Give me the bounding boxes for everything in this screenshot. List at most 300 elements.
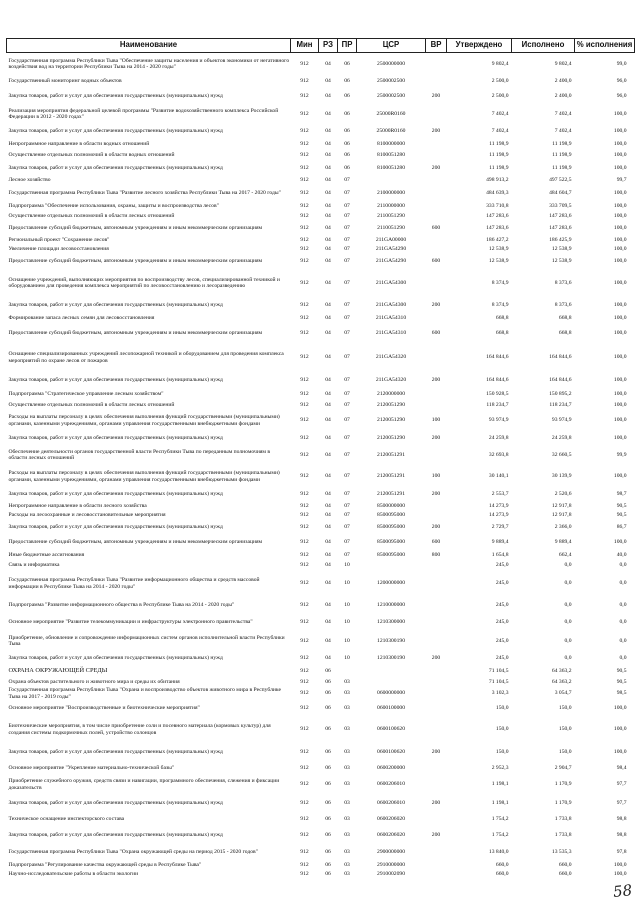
row-min: 912	[300, 391, 309, 398]
row-vr	[426, 343, 447, 373]
row-name: Оснащение учреждений, выполняющих мероприятия по воспроизводству лесов, специализированной техникой и оборудованием для проведения комплекса мероприятий по лесовосстановлению и лесоразведению	[8, 276, 280, 289]
row-name: Региональный проект "Сохранение лесов"	[8, 236, 110, 243]
row-pr: 03	[344, 764, 350, 771]
row-percent: 100,0	[613, 279, 627, 286]
row-pr: 07	[344, 203, 350, 210]
row-percent: 100,0	[613, 212, 627, 219]
table-row	[7, 511, 635, 520]
table-row	[7, 88, 635, 105]
row-rz: 06	[325, 831, 331, 838]
table-row	[7, 678, 635, 687]
row-min: 912	[300, 764, 309, 771]
row-pr: 03	[344, 690, 350, 697]
row-percent: 100,0	[613, 401, 627, 408]
row-vr	[426, 269, 447, 298]
row-csr: 8100000000	[377, 141, 405, 148]
row-vr	[426, 389, 447, 401]
row-pr: 07	[344, 502, 350, 509]
row-percent: 100,0	[613, 377, 627, 384]
row-name: Предоставление субсидий бюджетным, автономным учреждениям и иным некоммерческим организациям	[8, 224, 263, 231]
row-executed: 333 709,5	[549, 203, 572, 210]
row-executed: 662,4	[558, 552, 572, 559]
row-min: 912	[300, 580, 309, 587]
row-approved: 93 974,9	[488, 417, 509, 424]
row-min: 912	[300, 511, 309, 518]
row-percent: 98,7	[616, 491, 627, 498]
table-row	[7, 775, 635, 795]
row-pr: 07	[344, 377, 350, 384]
row-percent: 90,5	[616, 511, 627, 518]
row-name: Закупка товаров, работ и услуг для обеспечения государственных (муниципальных) нужд	[8, 164, 223, 171]
row-min: 912	[300, 539, 309, 546]
row-percent: 100,0	[613, 539, 627, 546]
row-min: 912	[300, 870, 309, 877]
row-name: Увеличение площади лесовосстановления	[8, 245, 109, 252]
table-row	[7, 571, 635, 597]
row-vr	[426, 445, 447, 466]
row-vr	[426, 176, 447, 185]
table-row	[7, 666, 635, 678]
row-name: Приобретение служебного оружия, средств связи и навигации, программного обеспечения, слежения и фиксации доказательств	[8, 778, 280, 791]
row-min: 912	[300, 434, 309, 441]
table-row	[7, 245, 635, 254]
row-percent: 100,0	[613, 391, 627, 398]
row-percent: 0,0	[619, 637, 627, 644]
row-rz: 04	[325, 110, 331, 117]
row-min: 912	[300, 637, 309, 644]
row-approved: 245,0	[495, 637, 509, 644]
row-name: Закупка товаров, работ и услуг для обеспечения государственных (муниципальных) нужд	[8, 491, 223, 498]
row-vr: 200	[431, 92, 441, 99]
row-executed: 12 917,8	[551, 502, 572, 509]
row-percent: 86,7	[616, 523, 627, 530]
table-row	[7, 551, 635, 561]
row-pr: 03	[344, 861, 350, 868]
row-name: Закупка товаров, работ и услуг для обеспечения государственных (муниципальных) нужд	[8, 128, 223, 135]
row-min: 912	[300, 848, 309, 855]
table-row	[7, 597, 635, 614]
row-pr: 07	[344, 245, 350, 252]
row-executed: 8 373,6	[554, 279, 572, 286]
row-executed: 150 895,2	[549, 391, 572, 398]
row-approved: 14 273,9	[488, 511, 509, 518]
row-name: Связь и информатика	[8, 562, 60, 569]
row-csr: 8500000000	[377, 502, 405, 509]
row-executed: 660,0	[558, 861, 572, 868]
table-header-row	[7, 39, 635, 53]
row-executed: 7 402,4	[554, 110, 572, 117]
row-rz: 04	[325, 141, 331, 148]
row-csr: 2120051290	[377, 401, 405, 408]
table-row	[7, 161, 635, 176]
row-percent: 99,9	[616, 451, 627, 458]
column-header-pr: ПР	[338, 39, 357, 53]
row-pr: 06	[344, 77, 350, 84]
row-executed: 9 889,4	[554, 539, 572, 546]
row-vr	[426, 571, 447, 597]
row-name: Осуществление отдельных полномочий в области лесных отношений	[8, 212, 175, 219]
budget-execution-table	[6, 38, 635, 879]
row-name: Реализация мероприятия федеральной целевой программы "Развитие водохозяйственного комплекса Российской Федерации в 2012 - 2020 годах"	[8, 107, 279, 120]
row-csr: 211GA54310	[375, 315, 407, 322]
row-percent: 0,0	[619, 580, 627, 587]
row-min: 912	[300, 749, 309, 756]
row-name: Непрограммное направление в области лесного хозяйства	[8, 502, 147, 509]
table-row	[7, 373, 635, 389]
row-min: 912	[300, 654, 309, 661]
row-pr: 07	[344, 279, 350, 286]
row-name: Закупка товаров, работ и услуг для обеспечения государственных (муниципальных) нужд	[8, 92, 223, 99]
row-rz: 04	[325, 203, 331, 210]
row-percent: 100,0	[613, 749, 627, 756]
row-approved: 333 710,8	[486, 203, 509, 210]
row-csr: 2500002500	[377, 92, 405, 99]
row-name: Закупка товаров, работ и услуг для обеспечения государственных (муниципальных) нужд	[8, 831, 223, 838]
row-pr: 07	[344, 552, 350, 559]
row-vr	[426, 687, 447, 701]
table-row	[7, 212, 635, 221]
row-csr: 211GA54320	[375, 377, 407, 384]
row-rz: 06	[325, 816, 331, 823]
table-row	[7, 561, 635, 571]
row-name: Закупка товаров, работ и услуг для обеспечения государственных (муниципальных) нужд	[8, 434, 223, 441]
row-min: 912	[300, 678, 309, 685]
row-min: 912	[300, 601, 309, 608]
table-row	[7, 343, 635, 373]
row-min: 912	[300, 816, 309, 823]
table-row	[7, 313, 635, 325]
row-vr	[426, 245, 447, 254]
row-vr	[426, 105, 447, 124]
row-name: Предоставление субсидий бюджетным, автономным учреждениям и иным некоммерческим организациям	[8, 257, 263, 264]
column-header-name: Наименование	[7, 39, 291, 53]
row-executed: 2 400,0	[554, 77, 572, 84]
table-row	[7, 535, 635, 551]
row-executed: 484 604,7	[549, 189, 572, 196]
row-percent: 100,0	[613, 257, 627, 264]
row-csr: 0600100000	[377, 704, 405, 711]
row-vr	[426, 212, 447, 221]
row-min: 912	[300, 257, 309, 264]
row-csr: 2910002090	[377, 870, 405, 877]
row-pr: 07	[344, 539, 350, 546]
row-rz: 04	[325, 236, 331, 243]
row-executed: 0,0	[564, 601, 572, 608]
row-min: 912	[300, 690, 309, 697]
row-csr: 2120051290	[377, 417, 405, 424]
table-row	[7, 827, 635, 844]
row-pr: 06	[344, 110, 350, 117]
table-row	[7, 124, 635, 140]
row-min: 912	[300, 401, 309, 408]
row-pr: 07	[344, 511, 350, 518]
row-rz: 04	[325, 92, 331, 99]
row-percent: 100,0	[613, 141, 627, 148]
row-executed: 0,0	[564, 562, 572, 569]
table-row	[7, 744, 635, 762]
row-pr: 07	[344, 176, 350, 183]
row-percent: 97,7	[616, 800, 627, 807]
row-vr	[426, 716, 447, 744]
row-rz: 04	[325, 619, 331, 626]
row-csr: 0600100620	[377, 726, 405, 733]
row-name: Биотехнические мероприятия, в том числе приобретение соли и посевного материала (кормовых культур) для создания системы подкормочных полей, устройство солонцов	[8, 723, 271, 736]
row-approved: 245,0	[495, 619, 509, 626]
row-min: 912	[300, 491, 309, 498]
row-vr	[426, 678, 447, 687]
row-rz: 04	[325, 473, 331, 480]
row-pr: 03	[344, 678, 350, 685]
row-vr	[426, 701, 447, 716]
row-percent: 97,8	[616, 848, 627, 855]
column-header-csr: ЦСР	[357, 39, 426, 53]
row-approved: 245,0	[495, 601, 509, 608]
row-executed: 164 844,6	[549, 377, 572, 384]
row-csr: 0600100620	[377, 749, 405, 756]
row-percent: 100,0	[613, 417, 627, 424]
row-approved: 2 500,0	[491, 77, 509, 84]
row-pr: 06	[344, 128, 350, 135]
row-pr: 10	[344, 580, 350, 587]
row-vr	[426, 632, 447, 651]
row-name: Основное мероприятие "Воспроизводственные и биотехнические мероприятия"	[8, 704, 200, 711]
row-min: 912	[300, 831, 309, 838]
row-min: 912	[300, 619, 309, 626]
row-min: 912	[300, 128, 309, 135]
table-row	[7, 870, 635, 879]
row-name: Закупка товаров, работ и услуг для обеспечения государственных (муниципальных) нужд	[8, 800, 223, 807]
row-pr: 03	[344, 831, 350, 838]
row-approved: 150 928,5	[486, 391, 509, 398]
row-csr: 2110051290	[377, 212, 405, 219]
row-rz: 06	[325, 704, 331, 711]
row-pr: 07	[344, 354, 350, 361]
table-row	[7, 445, 635, 466]
row-percent: 0,0	[619, 562, 627, 569]
row-min: 912	[300, 92, 309, 99]
row-csr: 211GA54320	[375, 354, 407, 361]
row-percent: 90,5	[616, 678, 627, 685]
row-min: 912	[300, 245, 309, 252]
row-executed: 2 400,0	[554, 92, 572, 99]
row-pr: 07	[344, 401, 350, 408]
row-vr	[426, 502, 447, 511]
table-row	[7, 140, 635, 150]
row-percent: 100,0	[613, 128, 627, 135]
row-rz: 06	[325, 764, 331, 771]
row-csr: 0600206010	[377, 781, 405, 788]
row-approved: 245,0	[495, 654, 509, 661]
row-rz: 04	[325, 601, 331, 608]
row-rz: 04	[325, 377, 331, 384]
row-rz: 06	[325, 870, 331, 877]
row-rz: 06	[325, 749, 331, 756]
row-vr: 200	[431, 377, 441, 384]
row-pr: 07	[344, 189, 350, 196]
row-executed: 118 234,7	[549, 401, 572, 408]
row-pr: 07	[344, 391, 350, 398]
row-name: Подпрограмма "Стратегическое управление лесным хозяйством"	[8, 391, 164, 398]
row-percent: 98,5	[616, 690, 627, 697]
row-rz: 06	[325, 781, 331, 788]
row-name: Иные бюджетные ассигнования	[8, 552, 85, 559]
row-executed: 8 373,6	[554, 301, 572, 308]
row-csr: 8500095000	[377, 511, 405, 518]
row-name: Основное мероприятие "Развитие телекоммуникации и инфраструктуры электронного правительства"	[8, 619, 253, 626]
row-name: Государственная программа Республики Тыва "Развитие лесного хозяйства Республики Тыва на 2017 - 2020 годы"	[8, 189, 281, 196]
row-percent: 99,0	[616, 60, 627, 67]
table-row	[7, 861, 635, 870]
table-row	[7, 614, 635, 632]
row-percent: 100,0	[613, 164, 627, 171]
table-row	[7, 176, 635, 185]
row-csr: 211GA00000	[375, 236, 407, 243]
row-pr: 10	[344, 619, 350, 626]
row-csr: 8500095000	[377, 552, 405, 559]
row-pr: 07	[344, 315, 350, 322]
row-rz: 06	[325, 726, 331, 733]
row-vr: 800	[431, 552, 441, 559]
row-approved: 8 374,9	[491, 279, 509, 286]
row-percent: 100,0	[613, 151, 627, 158]
row-rz: 04	[325, 434, 331, 441]
row-min: 912	[300, 562, 309, 569]
row-vr	[426, 150, 447, 161]
row-executed: 150,0	[558, 726, 572, 733]
row-rz: 04	[325, 354, 331, 361]
table-row	[7, 813, 635, 827]
row-executed: 13 535,3	[551, 848, 572, 855]
row-approved: 498 913,2	[486, 176, 509, 183]
row-vr	[426, 236, 447, 245]
row-csr: 211GA54300	[375, 301, 407, 308]
table-row	[7, 502, 635, 511]
row-csr: 2100000000	[377, 189, 405, 196]
row-executed: 147 283,6	[549, 212, 572, 219]
row-name: Закупка товаров, работ и услуг для обеспечения государственных (муниципальных) нужд	[8, 523, 223, 530]
row-executed: 64 363,2	[551, 668, 572, 675]
row-name: Основное мероприятие "Укрепление материально-технической базы"	[8, 764, 175, 771]
row-name: Подпрограмма "Регулирование качества окружающей среды в Республике Тыва"	[8, 861, 202, 868]
row-vr: 200	[431, 128, 441, 135]
row-name: Закупка товаров, работ и услуг для обеспечения государственных (муниципальных) нужд	[8, 377, 223, 384]
table-row	[7, 651, 635, 666]
row-approved: 164 844,6	[486, 354, 509, 361]
row-approved: 245,0	[495, 580, 509, 587]
row-pr: 07	[344, 491, 350, 498]
row-csr: 1210300000	[377, 619, 405, 626]
row-min: 912	[300, 330, 309, 337]
row-approved: 30 140,1	[488, 473, 509, 480]
row-vr	[426, 140, 447, 150]
row-csr: 2500000000	[377, 60, 405, 67]
row-approved: 1 198,1	[491, 781, 509, 788]
table-row	[7, 185, 635, 202]
row-vr	[426, 762, 447, 775]
row-vr: 600	[431, 257, 441, 264]
row-executed: 0,0	[564, 654, 572, 661]
row-name: Формирование запаса лесных семян для лесовосстановления	[8, 315, 155, 322]
row-csr: 2120051290	[377, 434, 405, 441]
row-name: Подпрограмма "Обеспечение использования, охраны, защиты и воспроизводства лесов"	[8, 203, 219, 210]
row-csr	[357, 678, 426, 687]
row-min: 912	[300, 164, 309, 171]
row-pr: 07	[344, 236, 350, 243]
row-vr: 600	[431, 330, 441, 337]
row-percent: 40,0	[616, 552, 627, 559]
row-pr: 03	[344, 749, 350, 756]
row-csr: 2900000000	[377, 848, 405, 855]
row-min: 912	[300, 502, 309, 509]
row-percent: 100,0	[613, 245, 627, 252]
table-row	[7, 432, 635, 445]
row-pr: 06	[344, 60, 350, 67]
row-executed: 1 170,9	[554, 781, 572, 788]
row-approved: 11 198,9	[489, 164, 509, 171]
row-percent: 96,0	[616, 92, 627, 99]
row-min: 912	[300, 704, 309, 711]
row-approved: 1 754,2	[491, 831, 509, 838]
row-pr: 10	[344, 601, 350, 608]
row-vr	[426, 666, 447, 678]
row-name: Государственная программа Республики Тыва "Охрана окружающей среды на период 2015 - 2020 годов"	[8, 848, 258, 855]
row-csr	[357, 176, 426, 185]
row-approved: 147 283,6	[486, 224, 509, 231]
row-approved: 11 198,9	[489, 141, 509, 148]
row-pr: 07	[344, 451, 350, 458]
row-pr: 06	[344, 92, 350, 99]
row-pr: 07	[344, 224, 350, 231]
row-executed: 150,0	[558, 704, 572, 711]
row-csr: 0600206020	[377, 831, 405, 838]
row-percent: 100,0	[613, 870, 627, 877]
table-row	[7, 325, 635, 343]
row-csr: 25000R0160	[376, 110, 406, 117]
row-percent: 100,0	[613, 224, 627, 231]
row-approved: 2 952,3	[491, 764, 509, 771]
row-rz: 04	[325, 301, 331, 308]
row-rz: 04	[325, 391, 331, 398]
row-percent: 97,7	[616, 781, 627, 788]
row-rz: 04	[325, 491, 331, 498]
row-executed: 64 363,2	[551, 678, 572, 685]
row-executed: 2 904,7	[554, 764, 572, 771]
row-min: 912	[300, 212, 309, 219]
row-rz: 04	[325, 176, 331, 183]
row-approved: 7 402,4	[491, 128, 509, 135]
row-pr: 07	[344, 523, 350, 530]
table-row	[7, 150, 635, 161]
row-percent: 100,0	[613, 861, 627, 868]
row-vr	[426, 202, 447, 212]
row-csr: 2120051291	[377, 451, 405, 458]
row-name: Подпрограмма "Развитие информационного общества в Республике Тыва на 2014 - 2020 годы"	[8, 601, 235, 608]
row-csr: 1210300190	[377, 637, 405, 644]
row-percent: 0,0	[619, 654, 627, 661]
row-name: Предоставление субсидий бюджетным, автономным учреждениям и иным некоммерческим организациям	[8, 330, 263, 337]
row-rz: 04	[325, 315, 331, 322]
row-pr: 07	[344, 473, 350, 480]
row-pr: 07	[344, 301, 350, 308]
row-pr	[338, 666, 357, 678]
row-name: Непрограммное направление в области водных отношений	[8, 141, 150, 148]
row-executed: 2 520,6	[554, 491, 572, 498]
row-vr: 200	[431, 831, 441, 838]
row-approved: 1 754,2	[491, 816, 509, 823]
row-pr: 07	[344, 257, 350, 264]
row-pr: 03	[344, 816, 350, 823]
row-min: 912	[300, 523, 309, 530]
